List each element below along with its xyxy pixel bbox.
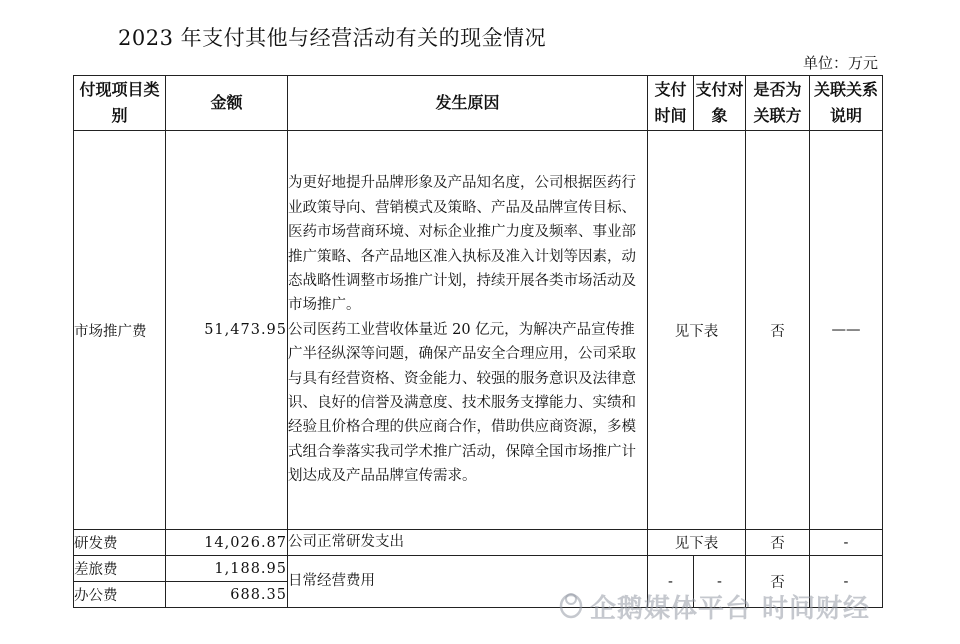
table-row [74, 530, 883, 556]
unit-label: 单位：万元 [802, 54, 878, 72]
header-related: 是否为关联方 [746, 76, 810, 131]
row-category: 研发费 [74, 530, 166, 556]
row-reason [288, 131, 648, 530]
header-pay-target: 支付对象 [694, 76, 746, 131]
penguin-logo-icon [556, 589, 586, 619]
row-relation-desc: - [810, 530, 883, 556]
header-category: 付现项目类别 [74, 76, 166, 131]
header-pay-time: 支付时间 [648, 76, 694, 131]
header-amount: 金额 [166, 76, 288, 131]
row-related: 否 [746, 131, 810, 530]
row-reason: 公司正常研发支出 [288, 530, 648, 556]
row-amount: 14,026.87 [166, 530, 288, 556]
watermark-text: 企鹅媒体平台 时间财经 [590, 594, 871, 624]
row-pay-target: - [694, 556, 746, 608]
row-related: 否 [746, 556, 810, 608]
row-amount: 688.35 [166, 582, 288, 608]
row-related: 否 [746, 530, 810, 556]
table-row [74, 556, 883, 582]
row-relation-desc: —— [810, 131, 883, 530]
row-reason: 日常经营费用 [288, 556, 648, 608]
row-category: 差旅费 [74, 556, 166, 582]
row-pay-time: - [648, 556, 694, 608]
row-category: 办公费 [74, 582, 166, 608]
header-relation-desc: 关联关系说明 [810, 76, 883, 131]
table-row [74, 131, 883, 530]
row-pay-info: 见下表 [648, 530, 746, 556]
row-relation-desc: - [810, 556, 883, 608]
row-amount: 1,188.95 [166, 556, 288, 582]
cash-table [73, 75, 883, 608]
row-amount: 51,473.95 [166, 131, 288, 530]
reason-paragraph: 为更好地提升品牌形象及产品知名度，公司根据医药行业政策导向、营销模式及策略、产品及品牌宣传目标、医药市场营商环境、对标企业推广力度及频率、事业部推广策略、各产品地区准入执标及准入计划等因素，动态战略性调整市场推广计划，持续开展各类市场活动及市场推广。 [288, 175, 636, 314]
table-header-row [74, 76, 883, 131]
row-category: 市场推广费 [74, 131, 166, 530]
row-pay-info: 见下表 [648, 131, 746, 530]
page-title: 2023 年支付其他与经营活动有关的现金情况 [118, 26, 547, 50]
header-reason: 发生原因 [288, 76, 648, 131]
reason-paragraph: 公司医药工业营收体量近 20 亿元，为解决产品宣传推广半径纵深等问题，确保产品安全合理应用，公司采取与具有经营资格、资金能力、较强的服务意识及法律意识、良好的信誉及满意度、技术服务支撑能力、实绩和经验且价格合理的供应商合作，借助供应商资源，多模式组合拳落实我司学术推广活动，保障全国市场推广计划达成及产品品牌宣传需求。 [288, 321, 636, 485]
